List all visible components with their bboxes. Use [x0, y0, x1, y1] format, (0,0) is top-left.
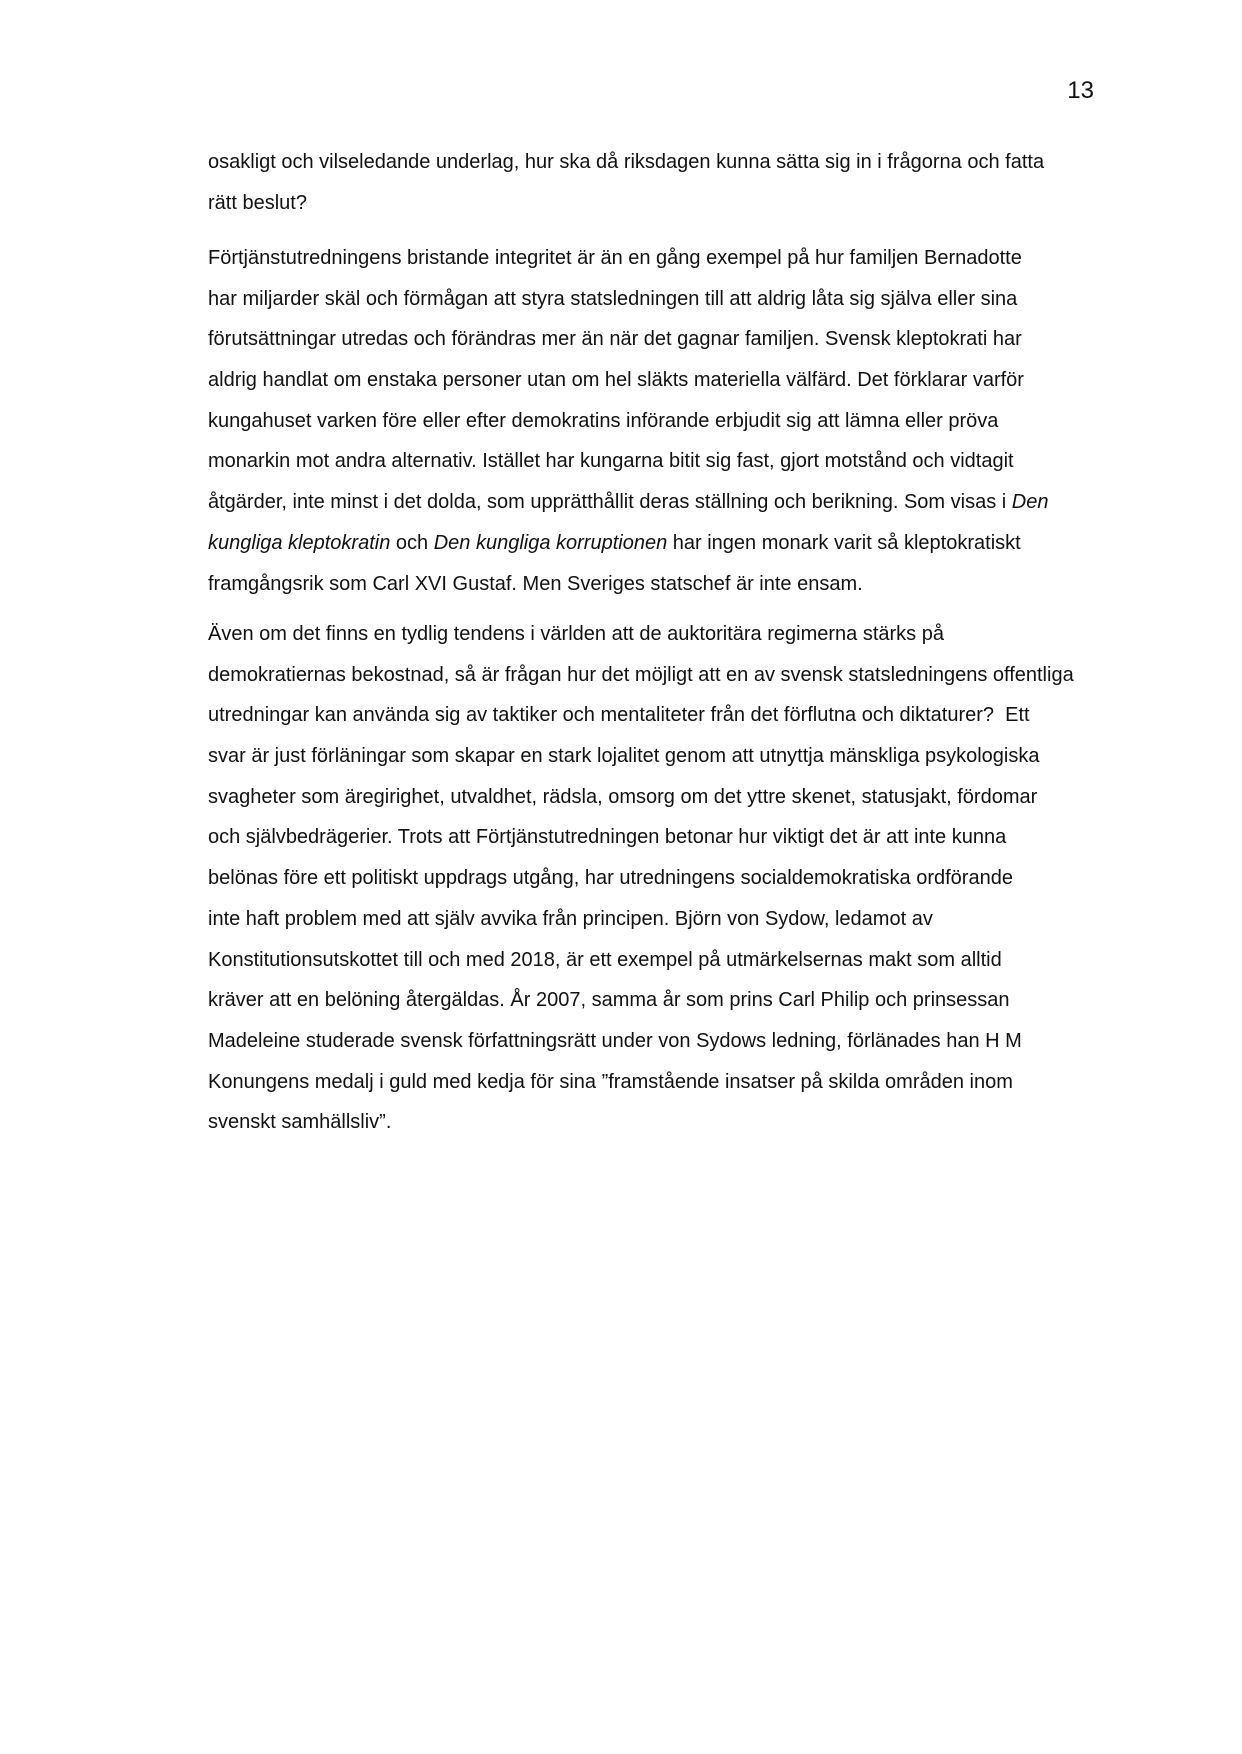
text-line: belönas före ett politiskt uppdrags utgång, har utredningens socialdemokratiska ordförande [208, 867, 1013, 890]
text-line: rätt beslut? [208, 191, 307, 214]
paragraph-2 [208, 238, 1108, 604]
text-line: framgångsrik som Carl XVI Gustaf. Men Sveriges statschef är inte ensam. [208, 572, 863, 595]
book-title-italic: kungliga kleptokratin [208, 531, 391, 554]
text-line: osakligt och vilseledande underlag, hur ska då riksdagen kunna sätta sig in i frågorna och fatta [208, 151, 1045, 173]
text-line [208, 482, 1108, 523]
text-line: och självbedrägerier. Trots att Förtjänstutredningen betonar hur viktigt det är att inte kunna [208, 826, 1007, 849]
text-line: förutsättningar utredas och förändras mer än när det gagnar familjen. Svensk kleptokrati har [208, 328, 1022, 351]
text-line: har miljarder skäl och förmågan att styra statsledningen till att aldrig låta sig själva eller sina [208, 287, 1018, 310]
text-line [208, 523, 1108, 564]
text-line: inte haft problem med att själv avvika från principen. Björn von Sydow, ledamot av [208, 907, 933, 930]
text-line: Förtjänstutredningens bristande integritet är än en gång exempel på hur familjen Bernadotte [208, 247, 1022, 269]
text-line: Konstitutionsutskottet till och med 2018, är ett exempel på utmärkelsernas makt som alltid [208, 948, 1002, 971]
text-line: monarkin mot andra alternativ. Istället har kungarna bitit sig fast, gjort motstånd och vidtagit [208, 450, 1014, 473]
text-line: demokratiernas bekostnad, så är frågan hur det möjligt att en av svensk statsledningens offentliga [208, 663, 1074, 686]
book-title-italic: Den kungliga korruptionen [433, 531, 668, 554]
text-line: svenskt samhällsliv”. [208, 1111, 392, 1134]
text-segment: och [390, 531, 434, 554]
text-line: Även om det finns en tydlig tendens i världen att de auktoritära regimerna stärks på [208, 623, 944, 645]
paragraph-1 [208, 142, 1108, 223]
text-line: Madeleine studerade svensk författningsrätt under von Sydows ledning, förlänades han H M [208, 1029, 1022, 1052]
text-line: aldrig handlat om enstaka personer utan om hel släkts materiella välfärd. Det förklarar varför [208, 369, 1024, 392]
text-line: svagheter som äregirighet, utvaldhet, rädsla, omsorg om det yttre skenet, statusjakt, fördomar [208, 785, 1038, 808]
text-segment: har ingen monark varit så kleptokratiskt [667, 531, 1021, 554]
book-title-italic: Den [1011, 491, 1049, 514]
text-line: kräver att en belöning återgäldas. År 2007, samma år som prins Carl Philip och prinsessan [208, 989, 1010, 1012]
page-number: 13 [1067, 77, 1094, 104]
text-segment: åtgärder, inte minst i det dolda, som upprätthållit deras ställning och berikning. Som visas i [208, 491, 1012, 514]
text-line: Konungens medalj i guld med kedja för sina ”framstående insatser på skilda områden inom [208, 1070, 1013, 1093]
text-line: utredningar kan använda sig av taktiker och mentaliteter från det förflutna och diktaturer? Ett [208, 704, 1030, 727]
text-line: svar är just förläningar som skapar en stark lojalitet genom att utnyttja mänskliga psykologiska [208, 745, 1040, 768]
text-line: kungahuset varken före eller efter demokratins införande erbjudit sig att lämna eller pröva [208, 409, 999, 432]
paragraph-3 [208, 614, 1108, 1143]
